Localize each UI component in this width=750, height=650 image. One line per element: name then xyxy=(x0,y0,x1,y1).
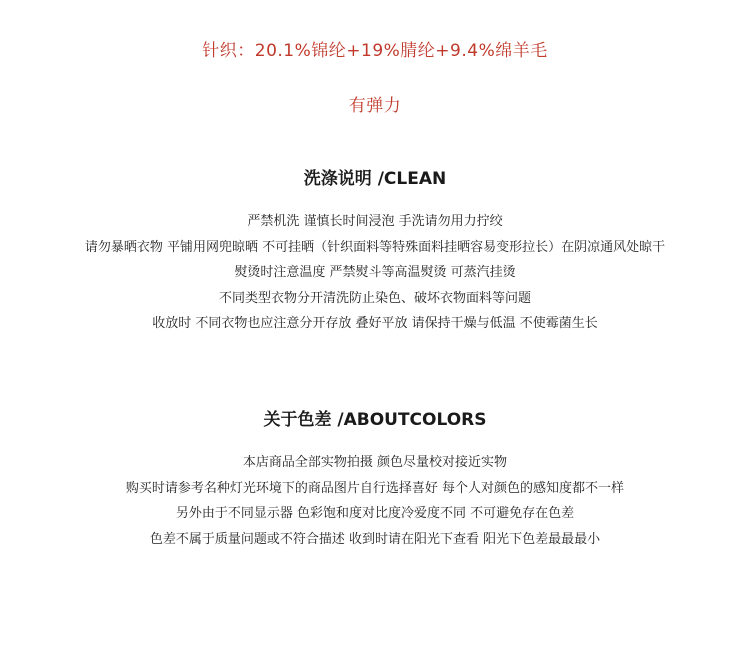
colors-line: 色差不属于质量问题或不符合描述 收到时请在阳光下查看 阳光下色差最最最小 xyxy=(149,532,601,547)
washing-line: 熨烫时注意温度 严禁熨斗等高温熨烫 可蒸汽挂烫 xyxy=(234,265,516,280)
washing-line: 请勿暴晒衣物 平铺用网兜晾晒 不可挂晒（针织面料等特殊面料挂晒容易变形拉长）在阴凉通风处晾干 xyxy=(84,240,666,255)
washing-line: 收放时 不同衣物也应注意分开存放 叠好平放 请保持干燥与低温 不使霉菌生长 xyxy=(152,316,598,331)
washing-line: 不同类型衣物分开清洗防止染色、破坏衣物面料等问题 xyxy=(218,291,531,306)
colors-line: 购买时请参考名种灯光环境下的商品图片自行选择喜好 每个人对颜色的感知度都不一样 xyxy=(125,481,625,496)
stretch-note: 有弹力 xyxy=(348,96,402,116)
colors-line: 另外由于不同显示器 色彩饱和度对比度冷爱度不同 不可避免存在色差 xyxy=(175,506,575,521)
fabric-composition: 针织：20.1%锦纶+19%腈纶+9.4%绵羊毛 xyxy=(202,41,548,61)
washing-line: 严禁机洗 谨慎长时间浸泡 手洗请勿用力拧绞 xyxy=(247,214,503,229)
colors-title: 关于色差 /ABOUTCOLORS xyxy=(263,410,487,430)
washing-title: 洗涤说明 /CLEAN xyxy=(303,169,447,189)
colors-line: 本店商品全部实物拍摄 颜色尽量校对接近实物 xyxy=(242,455,508,470)
